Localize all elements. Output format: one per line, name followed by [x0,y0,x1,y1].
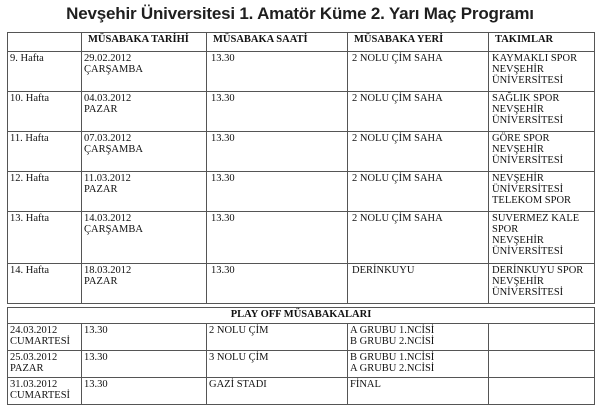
week-cell [8,172,82,212]
week-cell-line: 14. Hafta [10,265,50,276]
playoff-venue-cell [207,324,348,351]
teams-cell-line: NEVŞEHİR [492,144,544,155]
venue-cell-line: 2 NOLU ÇİM SAHA [352,133,443,144]
playoff-row [8,378,595,405]
date-cell-line: 18.03.2012 [84,265,132,276]
playoff-teams-cell-line: B GRUBU 1.NCİSİ [350,352,435,363]
playoff-teams-cell-line: FİNAL [350,379,381,390]
time-cell-line: 13.30 [211,93,235,104]
playoff-date-cell [8,324,82,351]
date-cell-line: 29.02.2012 [84,53,132,64]
date-cell-line: PAZAR [84,184,118,195]
date-cell-line: PAZAR [84,276,118,287]
teams-cell-line: KAYMAKLI SPOR [492,53,578,64]
date-cell [82,132,207,172]
table-row [8,92,595,132]
teams-cell [489,92,595,132]
table-row [8,172,595,212]
date-cell [82,264,207,304]
header-venue: MÜSABAKA YERİ [348,33,489,52]
playoff-time-cell [82,378,207,405]
date-cell-line: 04.03.2012 [84,93,132,104]
teams-cell-line: SUVERMEZ KALE [492,213,580,224]
teams-cell [489,172,595,212]
teams-cell-line: GÖRE SPOR [492,133,550,144]
week-cell-line: 11. Hafta [10,133,49,144]
table-row [8,212,595,264]
date-cell-line: PAZAR [84,104,118,115]
playoff-teams-cell-line: A GRUBU 2.NCİSİ [350,363,435,374]
week-cell [8,92,82,132]
header-week [8,33,82,52]
playoff-date-cell-line: CUMARTESİ [10,336,71,347]
venue-cell-line: DERİNKUYU [352,265,415,276]
teams-cell-line: ÜNİVERSİTESİ [492,246,564,257]
teams-cell-line: ÜNİVERSİTESİ [492,115,564,126]
playoff-teams-cell [348,324,489,351]
header-teams: TAKIMLAR [489,33,595,52]
date-cell [82,92,207,132]
playoff-teams-cell-line: B GRUBU 2.NCİSİ [350,336,435,347]
playoff-teams-cell-line: A GRUBU 1.NCİSİ [350,325,435,336]
playoff-time-cell-line: 13.30 [84,352,108,363]
time-cell [207,264,348,304]
date-cell-line: 07.03.2012 [84,133,132,144]
playoff-time-cell-line: 13.30 [84,379,108,390]
playoff-empty-cell [489,351,595,378]
teams-cell-line: SAĞLIK SPOR [492,93,560,104]
time-cell [207,212,348,264]
time-cell [207,172,348,212]
playoff-date-cell-line: 24.03.2012 [10,325,58,336]
week-cell-line: 9. Hafta [10,53,44,64]
teams-cell-line: NEVŞEHİR [492,64,544,75]
teams-cell [489,52,595,92]
week-cell [8,212,82,264]
week-cell-line: 12. Hafta [10,173,50,184]
venue-cell [348,212,489,264]
date-cell-line: ÇARŞAMBA [84,224,143,235]
teams-cell-line: NEVŞEHİR [492,104,544,115]
playoff-venue-cell [207,351,348,378]
venue-cell-line: 2 NOLU ÇİM SAHA [352,93,443,104]
playoff-date-cell-line: CUMARTESİ [10,390,71,401]
playoff-empty-cell [489,324,595,351]
playoff-date-cell [8,378,82,405]
time-cell [207,92,348,132]
teams-cell-line: ÜNİVERSİTESİ [492,287,564,298]
venue-cell [348,92,489,132]
teams-cell-line: DERİNKUYU SPOR [492,265,584,276]
playoff-date-cell-line: 31.03.2012 [10,379,58,390]
header-time: MÜSABAKA SAATİ [207,33,348,52]
table-row [8,52,595,92]
header-date: MÜSABAKA TARİHİ [82,33,207,52]
teams-cell-line: SPOR [492,224,519,235]
playoff-time-cell [82,324,207,351]
schedule-table [7,32,595,304]
teams-cell-line: ÜNİVERSİTESİ [492,184,564,195]
date-cell [82,52,207,92]
playoff-row [8,351,595,378]
venue-cell [348,52,489,92]
teams-cell-line: ÜNİVERSİTESİ [492,75,564,86]
time-cell [207,52,348,92]
table-row [8,132,595,172]
teams-cell-line: NEVŞEHİR [492,173,544,184]
date-cell [82,212,207,264]
playoff-teams-cell [348,378,489,405]
playoff-table [7,307,595,405]
teams-cell-line: TELEKOM SPOR [492,195,572,206]
time-cell [207,132,348,172]
teams-cell-line: NEVŞEHİR [492,235,544,246]
page-title: Nevşehir Üniversitesi 1. Amatör Küme 2. Yarı Maç Programı [66,4,534,23]
week-cell [8,132,82,172]
venue-cell-line: 2 NOLU ÇİM SAHA [352,213,443,224]
teams-cell [489,132,595,172]
playoff-date-cell-line: 25.03.2012 [10,352,58,363]
table-header-row [8,33,595,52]
teams-cell [489,212,595,264]
table-row [8,264,595,304]
date-cell-line: 11.03.2012 [84,173,131,184]
playoff-title: PLAY OFF MÜSABAKALARI [8,308,595,324]
playoff-venue-cell-line: 2 NOLU ÇİM [209,325,269,336]
playoff-date-cell [8,351,82,378]
playoff-empty-cell [489,378,595,405]
venue-cell [348,264,489,304]
playoff-date-cell-line: PAZAR [10,363,44,374]
playoff-venue-cell-line: 3 NOLU ÇİM [209,352,269,363]
venue-cell [348,172,489,212]
week-cell-line: 10. Hafta [10,93,50,104]
week-cell-line: 13. Hafta [10,213,50,224]
date-cell [82,172,207,212]
time-cell-line: 13.30 [211,213,235,224]
teams-cell-line: NEVŞEHİR [492,276,544,287]
date-cell-line: ÇARŞAMBA [84,64,143,75]
date-cell-line: 14.03.2012 [84,213,132,224]
time-cell-line: 13.30 [211,265,235,276]
time-cell-line: 13.30 [211,133,235,144]
playoff-teams-cell [348,351,489,378]
time-cell-line: 13.30 [211,173,235,184]
teams-cell-line: ÜNİVERSİTESİ [492,155,564,166]
time-cell-line: 13.30 [211,53,235,64]
venue-cell [348,132,489,172]
venue-cell-line: 2 NOLU ÇİM SAHA [352,53,443,64]
venue-cell-line: 2 NOLU ÇİM SAHA [352,173,443,184]
playoff-time-cell-line: 13.30 [84,325,108,336]
playoff-row [8,324,595,351]
week-cell [8,264,82,304]
playoff-venue-cell-line: GAZİ STADI [209,379,267,390]
date-cell-line: ÇARŞAMBA [84,144,143,155]
week-cell [8,52,82,92]
playoff-time-cell [82,351,207,378]
teams-cell [489,264,595,304]
playoff-venue-cell [207,378,348,405]
